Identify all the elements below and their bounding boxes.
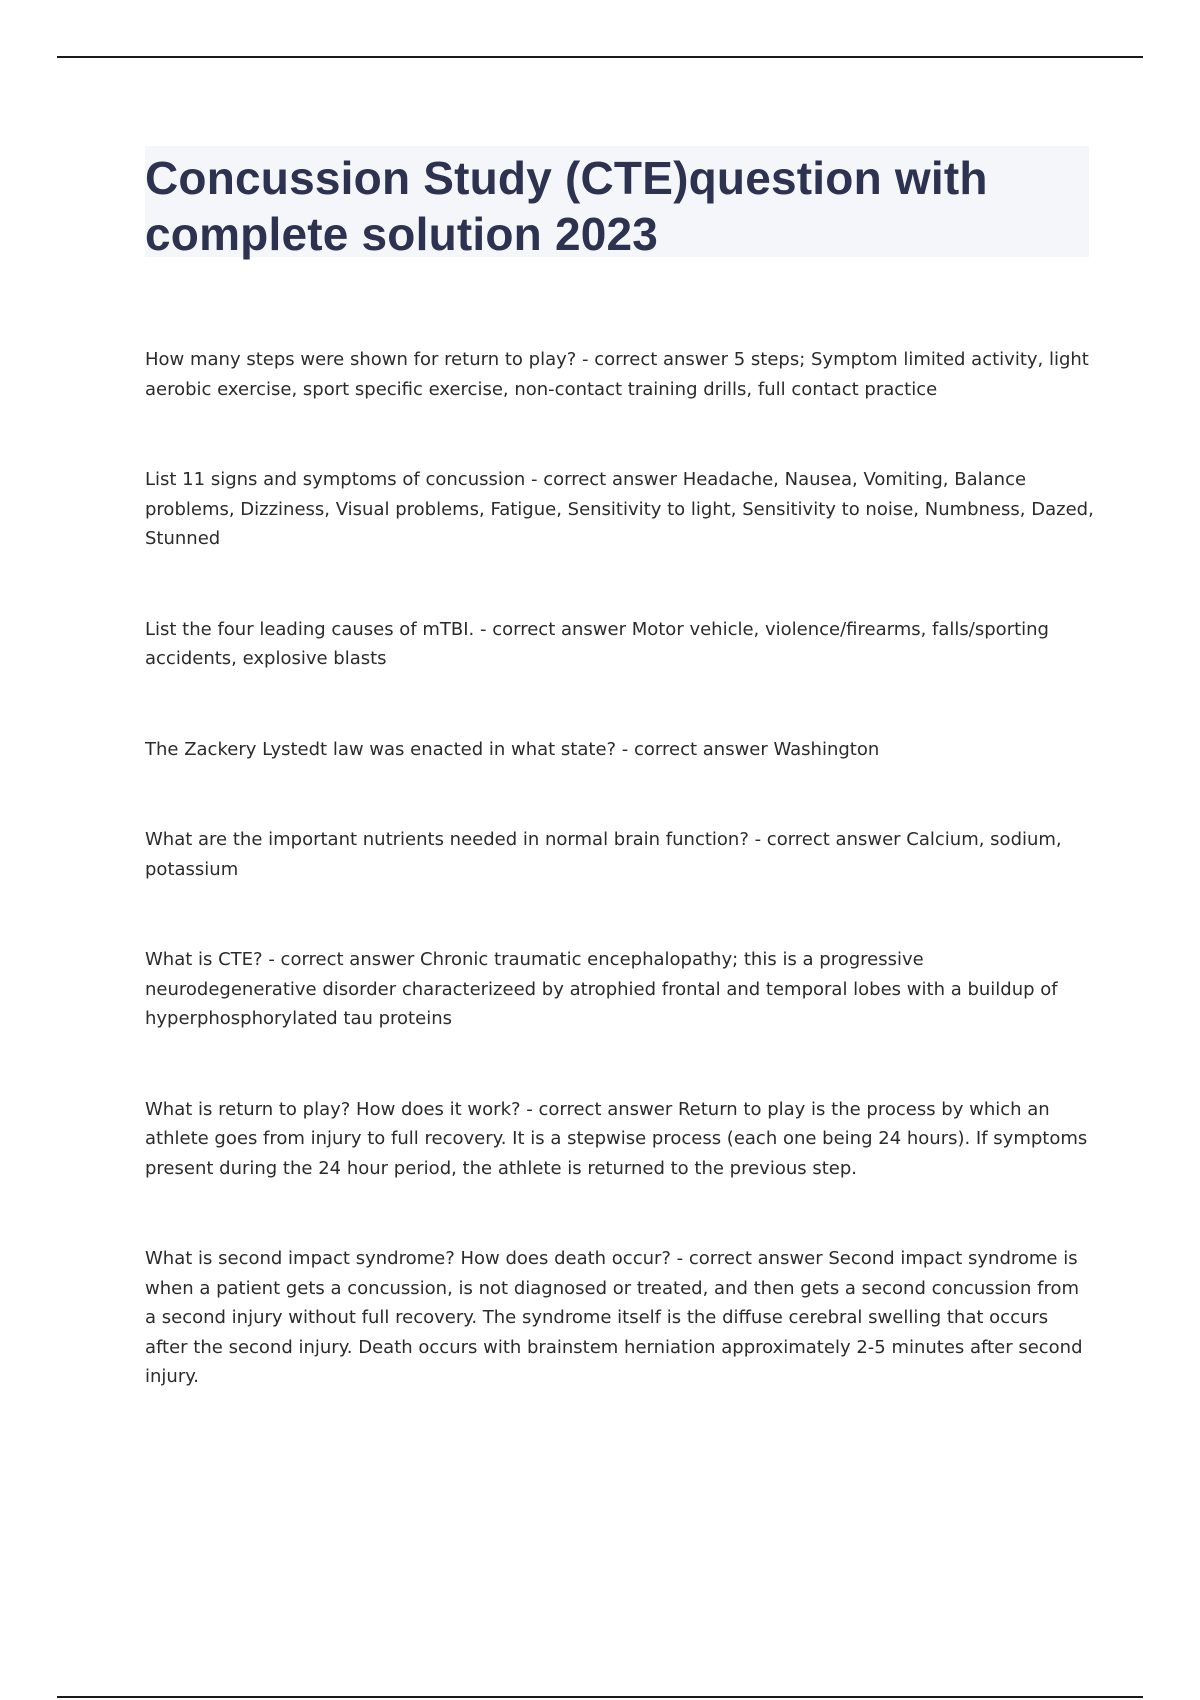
qa-list	[145, 345, 1095, 1392]
qa-item: How many steps were shown for return to play? - correct answer 5 steps; Symptom limited activity, light aerobic exercise, sport specific exercise, non-contact training drills, full contact practice	[145, 349, 1089, 400]
title-box	[145, 146, 1089, 260]
qa-item: What is return to play? How does it work? - correct answer Return to play is the process by which an athlete goes from injury to full recovery. It is a stepwise process (each one being 24 hours). If symptoms present during the 24 hour period, the athlete is returned to the previous step.	[145, 1098, 1088, 1179]
qa-item: What is second impact syndrome? How does death occur? - correct answer Second impact syndrome is when a patient gets a concussion, is not diagnosed or treated, and then gets a second concussion from a second injury without full recovery. The syndrome itself is the diffuse cerebral swelling that occurs after the second injury. Death occurs with brainstem herniation approximately 2-5 minutes after second injury.	[145, 1248, 1083, 1387]
qa-item: List the four leading causes of mTBI. - correct answer Motor vehicle, violence/firearms, falls/sporting accidents, explosive blasts	[145, 618, 1049, 669]
qa-item: What are the important nutrients needed in normal brain function? - correct answer Calcium, sodium, potassium	[145, 829, 1062, 880]
qa-item: The Zackery Lystedt law was enacted in what state? - correct answer Washington	[145, 738, 880, 760]
qa-item: List 11 signs and symptoms of concussion - correct answer Headache, Nausea, Vomiting, Balance problems, Dizziness, Visual problems, Fatigue, Sensitivity to light, Sensitivity to noise, Numbness, Dazed, Stunned	[145, 469, 1094, 549]
document-title: Concussion Study (CTE)question with complete solution 2023	[145, 152, 988, 260]
bottom-rule	[57, 1696, 1143, 1698]
top-rule	[57, 56, 1143, 58]
qa-item: What is CTE? - correct answer Chronic traumatic encephalopathy; this is a progressive neurodegenerative disorder characterizeed by atrophied frontal and temporal lobes with a buildup of hyperphosphorylated tau proteins	[145, 949, 1058, 1029]
